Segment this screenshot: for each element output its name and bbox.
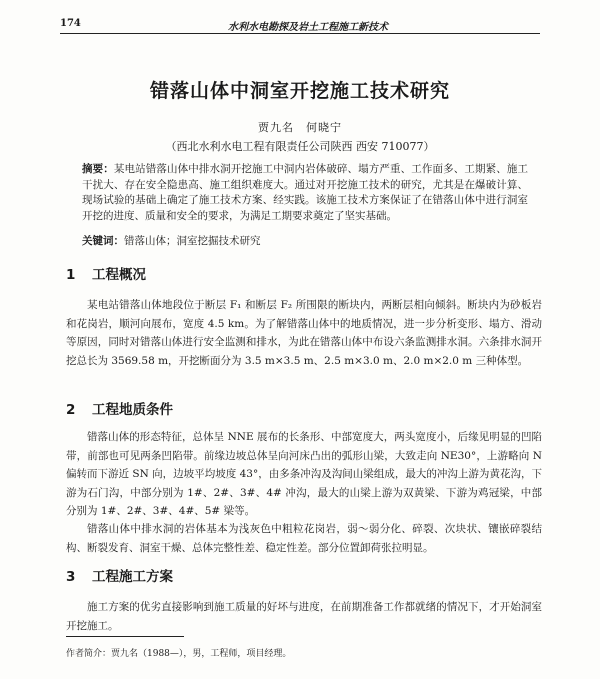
section-title: 工程施工方案	[92, 569, 173, 585]
abstract	[82, 162, 528, 224]
paper-title: 错落山体中洞室开挖施工技术研究	[149, 80, 450, 102]
section-number: 1	[66, 267, 76, 283]
section-paragraph: 错落山体的形态特征，总体呈 NNE 展布的长条形、中部宽度大，两头宽度小，后缘见明显的凹陷带，前部也可见两条凹陷带。前缘边坡总体呈向河床凸出的弧形山梁，大致走向 NE30°，上游略向 N 偏转而下游近 SN 向，边坡平均坡度 43°，由多条冲沟及沟间山梁组成，最大的冲沟上游为黄花沟，下游为石门沟，中部分别为 1#、2#、3#、4# 冲沟，最大的山梁上游为双黄梁、下游为鸡冠梁，中部分别为 1#、2#、3#、4#、5# 梁等。	[66, 431, 542, 517]
header-rule	[60, 33, 540, 34]
journal-title: 水利水电勘探及岩土工程施工新技术	[228, 22, 388, 33]
section-title: 工程概况	[92, 267, 146, 283]
section-heading	[66, 263, 146, 283]
section-heading	[66, 398, 173, 418]
abstract-label: 摘要：	[82, 163, 114, 175]
section-paragraph: 某电站错落山体地段位于断层 F₁ 和断层 F₂ 所围限的断块内，两断层相向倾斜。断块内为砂板岩和花岗岩，顺河向展布，宽度 4.5 km。为了解错落山体中的地质情况，进一步分析变形、塌方、滑动等原因，同时对错落山体进行安全监测和排水，为此在错落山体中布设六条监测排水洞。六条排水洞开挖总长为 3569.58 m，开挖断面分为 3.5 m×3.5 m、2.5 m×3.0 m、2.0 m×2.0 m 三种体型。	[66, 299, 542, 367]
abstract-text: 某电站错落山体中排水洞开挖施工中洞内岩体破碎、塌方严重、工作面多、工期紧、施工干扰大、存在安全隐患高、施工组织难度大。通过对开挖施工技术的研究，尤其是在爆破计算、现场试验的基础上确定了施工技术方案、经实践。该施工技术方案保证了在错落山体中进行洞室开挖的进度、质量和安全的要求，为满足工期要求奠定了坚实基础。	[82, 163, 529, 222]
section-number: 2	[66, 402, 76, 418]
section-paragraph: 错落山体中排水洞的岩体基本为浅灰色中粗粒花岗岩，弱～弱分化、碎裂、次块状、镶嵌碎裂结构、断裂发育、洞室干燥、总体完整性差、稳定性差。部分位置卸荷张拉明显。	[66, 523, 542, 554]
keywords-text: 错落山体；洞室挖掘技术研究	[124, 235, 261, 247]
keywords-label: 关键词：	[82, 235, 124, 247]
page-number: 174	[60, 18, 81, 29]
section-heading	[66, 565, 173, 585]
keywords	[82, 233, 528, 248]
affiliation: （西北水利水电工程有限责任公司陕西 西安 710077）	[165, 140, 435, 153]
footnote-rule	[66, 636, 184, 637]
section-paragraph: 施工方案的优劣直接影响到施工质量的好坏与进度，在前期准备工作都就绪的情况下，才开始洞室开挖施工。	[66, 601, 542, 632]
authors: 贾九名 何晓宁	[258, 121, 342, 134]
section-title: 工程地质条件	[92, 402, 173, 418]
section-number: 3	[66, 569, 76, 585]
footnote: 作者简介：贾九名（1988—），男，工程师，项目经理。	[66, 649, 292, 659]
